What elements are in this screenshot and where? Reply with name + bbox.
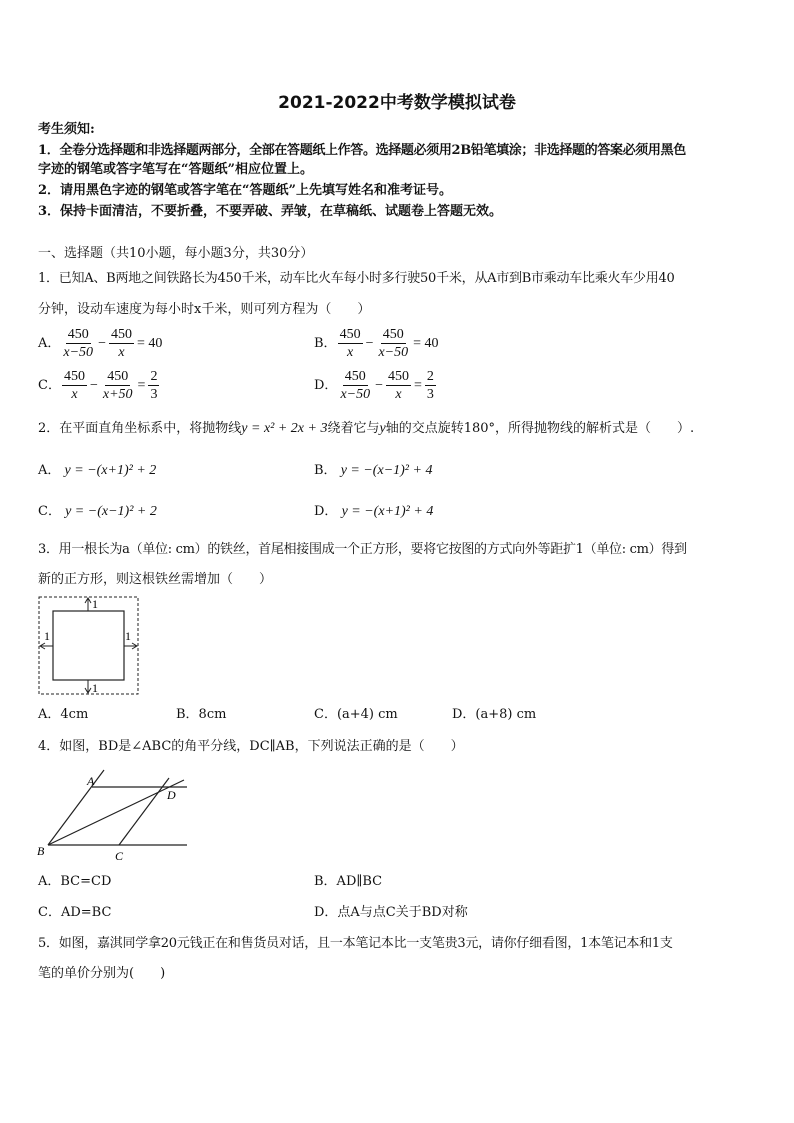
page-title: 2021-2022中考数学模拟试卷 xyxy=(278,93,516,113)
notice-line-1b: 字迹的钢笔或答字笔写在“答题纸”相应位置上。 xyxy=(38,162,313,177)
fraction: $\frac{450}{x}$ xyxy=(339,327,361,360)
notice-line-1a: 1．全卷分选择题和非选择题两部分，全部在答题纸上作答。选择题必须用2B铅笔填涂；非选择题的答案必须用黑色 xyxy=(38,143,686,158)
q5-line-1: 5．如图，嘉淇同学拿20元钱正在和售货员对话，且一本笔记本比一支笔贵3元，请你仔细看图，1本笔记本和1支 xyxy=(38,936,673,951)
fraction: $\frac{450}{x}$ xyxy=(110,327,132,360)
fraction: $\frac{2}{3}$ xyxy=(150,369,158,402)
q4-option-a[interactable]: A．BC=CD xyxy=(38,874,112,889)
q3-line-2: 新的正方形，则这根铁丝需增加（ ） xyxy=(38,572,273,587)
q1-option-a[interactable]: A． $\frac{450}{x-50}$ − $\frac{450}{x}$ = 40 xyxy=(38,327,163,360)
q4-option-d[interactable]: D．点A与点C关于BD对称 xyxy=(314,905,468,920)
inner-square xyxy=(53,611,124,680)
q1-option-d[interactable]: D． $\frac{450}{x-50}$ − $\frac{450}{x}$ = $\frac{2}{3}$ xyxy=(314,369,434,402)
line-cd xyxy=(119,778,169,845)
label-top: 1 xyxy=(92,597,98,611)
point-a-label: A xyxy=(87,774,95,788)
q2-option-d[interactable]: D． y = −(x+1)² + 4 xyxy=(314,504,434,519)
q2-option-b[interactable]: B． y = −(x−1)² + 4 xyxy=(314,463,433,478)
q1-line-2: 分钟，设动车速度为每小时x千米，则可列方程为（ ） xyxy=(38,302,371,317)
q1-line-1: 1．已知A、B两地之间铁路长为450千米，动车比火车每小时多行驶50千米，从A市到B市乘动车比乘火车少用40 xyxy=(38,271,675,286)
point-b-label: B xyxy=(37,844,45,858)
line-bd xyxy=(48,780,184,845)
q2-option-a[interactable]: A． y = −(x+1)² + 2 xyxy=(38,463,157,478)
label-left: 1 xyxy=(44,629,50,643)
line-ba xyxy=(48,770,104,845)
label-right: 1 xyxy=(125,629,131,643)
q2-stem: 2．在平面直角坐标系中，将抛物线y = x² + 2x + 3绕着它与y轴的交点旋转180°，所得抛物线的解析式是（ ）. xyxy=(38,421,695,436)
fraction: $\frac{450}{x-50}$ xyxy=(63,327,94,360)
q1-option-b[interactable]: B． $\frac{450}{x}$ − $\frac{450}{x-50}$ = 40 xyxy=(314,327,439,360)
notice-line-3: 3．保持卡面清洁，不要折叠，不要弄破、弄皱，在草稿纸、试题卷上答题无效。 xyxy=(38,204,503,219)
fraction: $\frac{450}{x}$ xyxy=(388,369,410,402)
q3-option-d[interactable]: D．(a+8) cm xyxy=(452,707,537,722)
option-label: B． xyxy=(314,335,337,351)
q3-square-figure xyxy=(36,594,142,698)
option-label: C． xyxy=(38,377,61,393)
fraction: $\frac{450}{x-50}$ xyxy=(340,369,371,402)
section-heading: 一、选择题（共10小题，每小题3分，共30分） xyxy=(38,246,314,261)
q3-option-c[interactable]: C．(a+4) cm xyxy=(314,707,398,722)
notice-line-2: 2．请用黑色字迹的钢笔或答字笔在“答题纸”上先填写姓名和准考证号。 xyxy=(38,183,453,198)
q4-geometry-figure xyxy=(34,766,190,864)
option-label: A． xyxy=(38,335,61,351)
q5-line-2: 笔的单价分别为( ) xyxy=(38,966,166,981)
q4-stem: 4．如图，BD是∠ABC的角平分线，DC∥AB，下列说法正确的是（ ） xyxy=(38,739,464,754)
fraction: $\frac{450}{x+50}$ xyxy=(102,369,133,402)
notice-heading: 考生须知: xyxy=(38,122,95,137)
label-bottom: 1 xyxy=(92,681,98,695)
q3-option-a[interactable]: A．4cm xyxy=(38,707,89,722)
q2-parabola-expr: y = x² + 2x + 3 xyxy=(241,421,328,436)
q3-option-b[interactable]: B．8cm xyxy=(176,707,227,722)
q2-option-c[interactable]: C． y = −(x−1)² + 2 xyxy=(38,504,157,519)
point-d-label: D xyxy=(167,788,176,802)
point-c-label: C xyxy=(115,849,124,863)
q3-line-1: 3．用一根长为a（单位: cm）的铁丝，首尾相接围成一个正方形，要将它按图的方式向外等距扩1（单位: cm）得到 xyxy=(38,542,687,557)
option-label: D． xyxy=(314,377,338,393)
fraction: $\frac{450}{x}$ xyxy=(63,369,85,402)
fraction: $\frac{2}{3}$ xyxy=(426,369,434,402)
fraction: $\frac{450}{x-50}$ xyxy=(378,327,409,360)
q1-option-c[interactable]: C． $\frac{450}{x}$ − $\frac{450}{x+50}$ = $\frac{2}{3}$ xyxy=(38,369,158,402)
q4-option-c[interactable]: C．AD=BC xyxy=(38,905,112,920)
q4-option-b[interactable]: B．AD∥BC xyxy=(314,874,383,889)
